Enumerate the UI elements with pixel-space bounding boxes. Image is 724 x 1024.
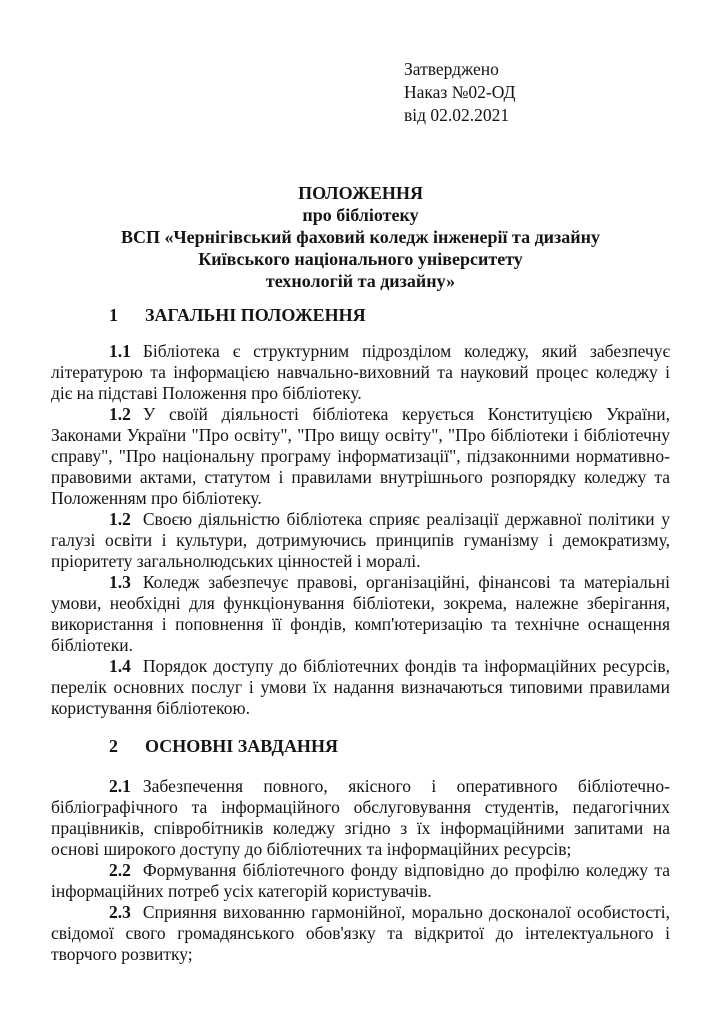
section-1-number: 1 (109, 305, 118, 325)
title-line-3: ВСП «Чернігівський фаховий коледж інженерії та дизайну (120, 227, 601, 247)
paragraph-1-2-number: 1.2 (109, 404, 131, 424)
paragraph-1-2 (51, 404, 670, 509)
paragraph-1-2b-text: Своєю діяльністю бібліотека сприяє реалізації державної політики у галузі освіти і культури, дотримуючись принципів гуманізму і демократизму, пріоритету загальнолюдських цінностей і моралі. (51, 509, 670, 571)
paragraph-2-1-text: Забезпечення повного, якісного і оперативного бібліотечно-бібліографічного та інформаційного обслуговування студентів, педагогічних працівників, співробітників коледжу згідно з їх інформаційними запитами на основі широкого доступу до бібліотечних та інформаційних ресурсів; (51, 776, 670, 859)
title-line-1: ПОЛОЖЕННЯ (298, 183, 423, 203)
paragraph-1-3-text: Коледж забезпечує правові, організаційні, фінансові та матеріальні умови, необхідні для функціонування бібліотеки, зокрема, належне зберігання, використання і поповнення її фондів, комп'ютеризацію та технічне оснащення бібліотеки. (51, 572, 670, 655)
paragraph-1-4-text: Порядок доступу до бібліотечних фондів та інформаційних ресурсів, перелік основних послуг і умови їх надання визначаються типовими правилами користування бібліотекою. (51, 656, 670, 718)
approval-line-3: від 02.02.2021 (404, 105, 510, 125)
paragraph-1-1 (51, 341, 670, 404)
approval-line-2: Наказ №02-ОД (404, 82, 516, 102)
paragraph-1-4-number: 1.4 (109, 656, 131, 676)
section-1-heading-label: ЗАГАЛЬНІ ПОЛОЖЕННЯ (145, 305, 366, 325)
paragraph-2-3-text: Сприяння вихованню гармонійної, морально досконалої особистості, свідомої свого громадянського обов'язку та відкритої до інтелектуального і творчого розвитку; (51, 902, 670, 964)
paragraph-1-2b (51, 509, 670, 572)
paragraph-2-1-number: 2.1 (109, 776, 131, 796)
paragraph-2-3-number: 2.3 (109, 902, 131, 922)
paragraph-1-2-text: У своїй діяльності бібліотека керується Конституцією України, Законами України "Про освіту", "Про вищу освіту", "Про бібліотеки і бібліотечну справу", "Про національну програму інформатизації", підзаконними нормативно-правовими актами, статутом і правилами внутрішнього розпорядку коледжу та Положенням про бібліотеку. (51, 404, 670, 508)
paragraph-1-2b-number: 1.2 (109, 509, 131, 529)
document-title (51, 182, 670, 292)
paragraph-2-2-text: Формування бібліотечного фонду відповідно до профілю коледжу та інформаційних потреб усіх категорій користувачів. (51, 860, 670, 901)
paragraph-1-3 (51, 572, 670, 656)
approval-block (404, 58, 670, 127)
paragraph-2-2 (51, 860, 670, 902)
title-line-4: Київського національного університету (198, 249, 523, 269)
section-2-heading-label: ОСНОВНІ ЗАВДАННЯ (145, 736, 338, 756)
title-line-5: технологій та дизайну» (265, 271, 456, 291)
approval-line-1: Затверджено (404, 59, 499, 79)
paragraph-1-3-number: 1.3 (109, 572, 131, 592)
title-line-2: про бібліотеку (302, 205, 419, 225)
section-2-number: 2 (109, 736, 118, 756)
section-1-heading (51, 304, 670, 326)
paragraph-1-1-number: 1.1 (109, 341, 131, 361)
paragraph-2-3 (51, 902, 670, 965)
paragraph-2-2-number: 2.2 (109, 860, 131, 880)
paragraph-2-1 (51, 776, 670, 860)
paragraph-1-1-text: Бібліотека є структурним підрозділом коледжу, який забезпечує літературою та інформацією навчально-виховний та науковий процес коледжу і діє на підставі Положення про бібліотеку. (51, 341, 670, 403)
section-2-heading (51, 735, 670, 757)
paragraph-1-4 (51, 656, 670, 719)
